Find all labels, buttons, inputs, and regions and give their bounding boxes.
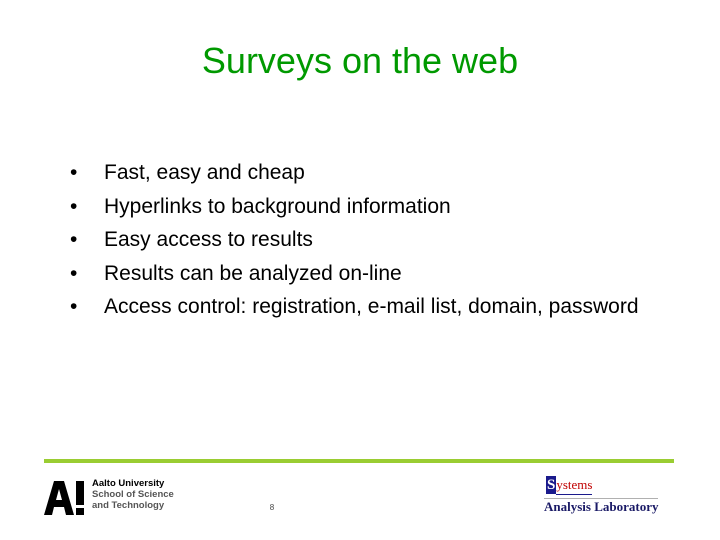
- bullet-list: [70, 156, 670, 324]
- systems-analysis-laboratory-logo: [544, 476, 674, 518]
- bullet-text: Hyperlinks to background information: [104, 194, 451, 218]
- bullet-text: Easy access to results: [104, 228, 313, 251]
- bullet-item: [70, 223, 670, 257]
- bullet-text: Results can be analyzed on-line: [104, 261, 402, 285]
- bullet-text: Access control: registration, e-mail list, domain, password: [104, 295, 639, 318]
- bullet-item: [70, 257, 670, 291]
- sal-logo-lab: Analysis Laboratory: [544, 499, 659, 514]
- sal-logo-top: [546, 476, 592, 496]
- bullet-dot-icon: •: [70, 228, 78, 251]
- bullet-dot-icon: •: [70, 161, 78, 184]
- sal-logo-initial: S: [547, 477, 556, 493]
- bullet-text: Fast, easy and cheap: [104, 161, 305, 184]
- slide-title: Surveys on the web: [201, 40, 519, 81]
- footer-divider: [44, 459, 674, 463]
- aalto-line-university: Aalto University: [92, 478, 165, 489]
- sal-logo-systems: ystems: [556, 476, 592, 495]
- aalto-line-school: School of Science: [92, 489, 174, 500]
- bullet-item: [70, 190, 670, 224]
- aalto-line-technology: and Technology: [92, 500, 165, 511]
- bullet-item: [70, 290, 670, 324]
- aalto-university-logo: [44, 478, 194, 520]
- page-number: 8: [269, 503, 275, 512]
- aalto-logo-text: [92, 478, 174, 511]
- aalto-a-mark-icon: [44, 478, 88, 516]
- bullet-dot-icon: •: [70, 295, 78, 318]
- bullet-item: [70, 156, 670, 190]
- bullet-dot-icon: •: [70, 261, 78, 285]
- bullet-dot-icon: •: [70, 194, 78, 218]
